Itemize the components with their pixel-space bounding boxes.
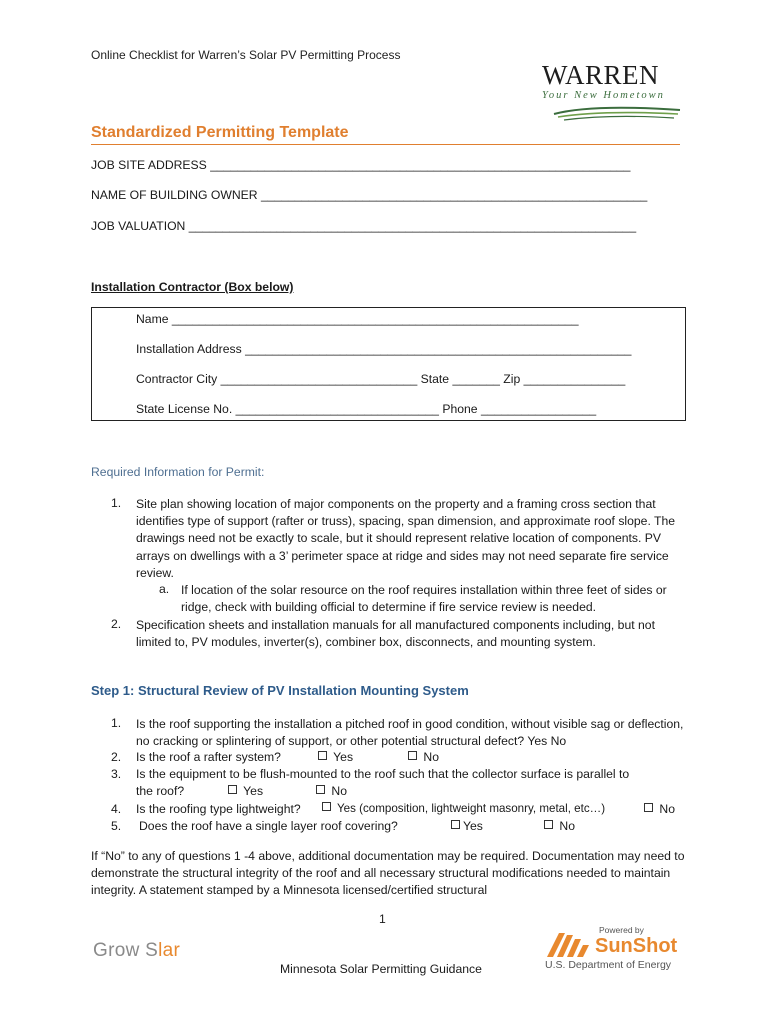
checkbox-icon[interactable]	[644, 803, 653, 812]
q3-no-option[interactable]	[316, 784, 347, 798]
question-number: 5.	[111, 819, 122, 833]
question-3: Is the equipment to be flush-mounted to the roof such that the collector surface is parallel to	[136, 767, 630, 781]
question-number: 2.	[111, 750, 122, 764]
page-number: 1	[379, 912, 386, 926]
structural-note: If “No” to any of questions 1 -4 above, additional documentation may be required. Documentation may need to demonstrate the structural integrity of the roof and all necessary structural modifications needed to maintain integrity. A statement stamped by a Minnesota licensed/certified structural	[91, 849, 685, 898]
list-item-number: 2.	[111, 617, 122, 631]
question-number: 4.	[111, 802, 122, 816]
job-site-address-field[interactable]: JOB SITE ADDRESS ______________________________________________________________	[91, 158, 631, 172]
q5-yes-label: Yes	[463, 819, 483, 833]
footer-title: Minnesota Solar Permitting Guidance	[280, 962, 482, 976]
q2-yes-option[interactable]	[318, 750, 353, 764]
q2-yes-label: Yes	[333, 750, 354, 764]
sun-icon	[545, 929, 591, 959]
q4-no-label: No	[659, 802, 675, 816]
q3-yes-label: Yes	[243, 784, 264, 798]
q4-no-option[interactable]	[644, 802, 675, 816]
template-title: Standardized Permitting Template	[91, 124, 680, 145]
list-item: Specification sheets and installation manuals for all manufactured components including, but not limited to, PV modules, inverter(s), combiner box, disconnects, and mounting system.	[136, 618, 655, 650]
sunshot-wordmark: SunShot	[595, 935, 678, 957]
checkbox-icon[interactable]	[451, 820, 460, 829]
checkbox-icon[interactable]	[316, 785, 325, 794]
question-number: 1.	[111, 716, 122, 730]
q2-no-label: No	[423, 750, 439, 764]
required-info-heading: Required Information for Permit:	[91, 465, 265, 479]
step1-heading: Step 1: Structural Review of PV Installation Mounting System	[91, 683, 469, 698]
logo-wordmark: WARREN	[542, 60, 659, 90]
doe-label: U.S. Department of Energy	[545, 959, 672, 971]
question-number: 3.	[111, 767, 122, 781]
list-item-number: 1.	[111, 496, 122, 510]
job-valuation-field[interactable]: JOB VALUATION __________________________________________________________________	[91, 219, 637, 233]
logo-wave-icon	[552, 104, 682, 122]
question-1: Is the roof supporting the installation a pitched roof in good condition, without visible sag or deflection, no cracking or splintering of support, or other potential structural defect? Yes No	[136, 717, 684, 749]
q3-no-label: No	[331, 784, 347, 798]
q4-yes-option[interactable]	[322, 802, 605, 815]
contractor-heading: Installation Contractor (Box below)	[91, 280, 294, 294]
building-owner-field[interactable]: NAME OF BUILDING OWNER _________________________________________________________	[91, 188, 648, 202]
contractor-city-field[interactable]: Contractor City _____________________________ State _______ Zip _______________	[136, 372, 626, 386]
powered-by-label: Powered by	[599, 925, 644, 935]
list-item: Site plan showing location of major components on the property and a framing cross section that identifies type of support (rafter or truss), spacing, span dimension, and approximate roof slope. The drawings need not be exactly to scale, but it should represent relative location of components. PV arrays on dwellings with a 3’ perimeter space at ridge and sides may not need separate fire service review.	[136, 497, 676, 580]
q2-no-option[interactable]	[408, 750, 439, 764]
contractor-name-field[interactable]: Name ____________________________________________________________	[136, 312, 579, 326]
grow-solar-logo	[93, 940, 180, 962]
warren-logo	[542, 60, 682, 122]
checkbox-icon[interactable]	[228, 785, 237, 794]
sub-item: If location of the solar resource on the roof requires installation within three feet of sides or ridge, check with building official to determine if fire service review is needed.	[181, 583, 667, 615]
q5-no-option[interactable]	[544, 819, 575, 833]
sunshot-logo	[545, 925, 685, 975]
checkbox-icon[interactable]	[408, 751, 417, 760]
q4-yes-label: Yes (composition, lightweight masonry, metal, etc…)	[337, 802, 606, 815]
question-4: Is the roofing type lightweight?	[136, 802, 301, 816]
question-2: Is the roof a rafter system?	[136, 750, 281, 764]
checkbox-icon[interactable]	[322, 802, 331, 811]
state-license-field[interactable]: State License No. ______________________________ Phone _________________	[136, 402, 597, 416]
document-header: Online Checklist for Warren’s Solar PV Permitting Process	[91, 48, 401, 62]
question-5: Does the roof have a single layer roof covering?	[139, 819, 398, 833]
sub-item-letter: a.	[159, 582, 170, 596]
grow-solar-text-accent: lar	[158, 940, 181, 961]
q3-yes-option[interactable]	[228, 784, 263, 798]
question-3-cont: the roof?	[136, 784, 185, 798]
grow-solar-text: Grow S	[93, 940, 159, 961]
logo-tagline: Your New Hometown	[542, 90, 665, 101]
checkbox-icon[interactable]	[544, 820, 553, 829]
checkbox-icon[interactable]	[318, 751, 327, 760]
q5-no-label: No	[559, 819, 575, 833]
q5-yes-option[interactable]	[451, 819, 483, 833]
installation-address-field[interactable]: Installation Address _________________________________________________________	[136, 342, 632, 356]
